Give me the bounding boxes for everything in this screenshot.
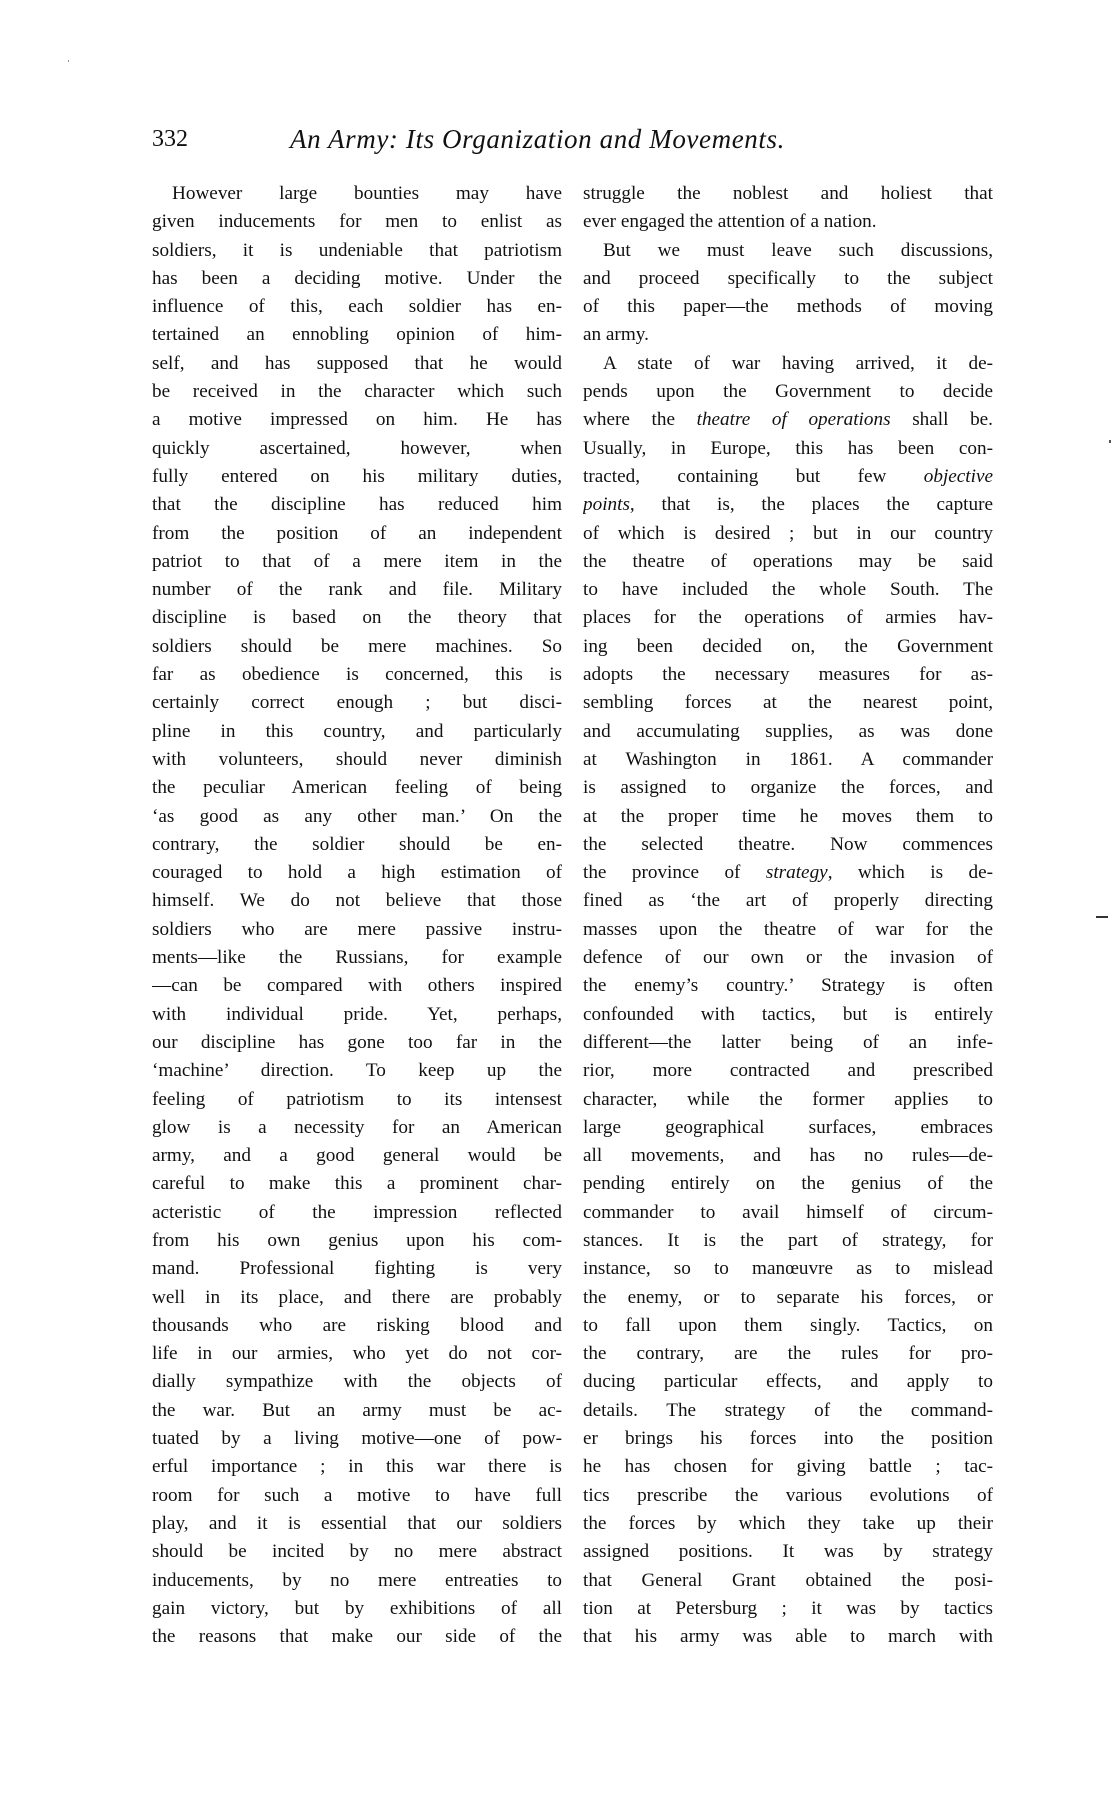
text-run: where the [583,409,697,431]
text-line: commander to avail himself of circum- [583,1201,993,1223]
text-line: a motive impressed on him. He has [152,409,562,431]
text-line: the contrary, are the rules for pro- [583,1343,993,1365]
text-line: fully entered on his military duties, [152,465,562,487]
text-line: with volunteers, should never diminish [152,748,562,770]
text-line: soldiers, it is undeniable that patriotism [152,239,562,261]
text-line: the enemy’s country.’ Strategy is often [583,975,993,997]
text-line: gain victory, but by exhibitions of all [152,1597,562,1619]
text-line: and proceed specifically to the subject [583,267,993,289]
text-line: the selected theatre. Now commences [583,833,993,855]
text-line: tuated by a living motive—one of pow- [152,1428,562,1450]
text-line: at the proper time he moves them to [583,805,993,827]
text-line: ‘as good as any other man.’ On the [152,805,562,827]
running-head [152,126,997,160]
text-line: with individual pride. Yet, perhaps, [152,1003,562,1025]
text-line: the reasons that make our side of the [152,1626,562,1648]
margin-mark [1096,916,1108,918]
text-line: contrary, the soldier should be en- [152,833,562,855]
text-line: of this paper—the methods of moving [583,296,993,318]
text-line: ing been decided on, the Government [583,635,993,657]
text-line: the peculiar American feeling of being [152,777,562,799]
text-line: patriot to that of a mere item in the [152,550,562,572]
scan-speck [1109,440,1111,443]
text-line: places for the operations of armies hav- [583,607,993,629]
text-line: ‘machine’ direction. To keep up the [152,1060,562,1082]
text-line: acteristic of the impression reflected [152,1201,562,1223]
text-line: play, and it is essential that our soldiers [152,1512,562,1534]
text-line: life in our armies, who yet do not cor- [152,1343,562,1365]
text-line: Usually, in Europe, this has been con- [583,437,993,459]
text-line: pends upon the Government to decide [583,381,993,403]
text-run: , that is, the places the capture [629,494,993,516]
text-line: ducing particular effects, and apply to [583,1371,993,1393]
text-line: influence of this, each soldier has en- [152,296,562,318]
italic-term: strategy [765,862,828,884]
text-line: assigned positions. It was by strategy [583,1541,993,1563]
text-line: our discipline has gone too far in the [152,1031,562,1053]
text-line: soldiers should be mere machines. So [152,635,562,657]
text-line: character, while the former applies to [583,1088,993,1110]
text-line: stances. It is the part of strategy, for [583,1229,993,1251]
text-line: couraged to hold a high estimation of [152,862,562,884]
text-line [583,463,993,491]
text-run: tracted, containing but few [583,465,924,487]
text-line: masses upon the theatre of war for the [583,918,993,940]
text-line: tertained an ennobling opinion of him- [152,324,562,346]
text-line: from his own genius upon his com- [152,1229,562,1251]
text-line: fined as ‘the art of properly directing [583,890,993,912]
text-line: should be incited by no mere abstract [152,1541,562,1563]
text-line: er brings his forces into the position [583,1428,993,1450]
text-line [583,491,993,519]
text-line: rior, more contracted and prescribed [583,1060,993,1082]
text-line: the enemy, or to separate his forces, or [583,1286,993,1308]
text-line: adopts the necessary measures for as- [583,664,993,686]
text-line: the forces by which they take up their [583,1512,993,1534]
text-line: inducements, by no mere entreaties to [152,1569,562,1591]
text-run: , which is de- [827,862,993,884]
text-run: the province of [583,862,766,884]
text-line: that his army was able to march with [583,1626,993,1648]
text-line: is assigned to organize the forces, and [583,777,993,799]
text-line: given inducements for men to enlist as [152,211,562,233]
text-line [583,406,993,434]
text-line: far as obedience is concerned, this is [152,664,562,686]
text-line: has been a deciding motive. Under the [152,267,562,289]
italic-term: theatre of operations [696,409,891,431]
scan-speck [68,60,69,62]
text-run: shall be. [890,409,993,431]
text-line: from the position of an independent [152,522,562,544]
text-line: sembling forces at the nearest point, [583,692,993,714]
text-line: self, and has supposed that he would [152,352,562,374]
text-line: careful to make this a prominent char- [152,1173,562,1195]
text-line: A state of war having arrived, it de- [603,352,993,374]
text-line: soldiers who are mere passive instru- [152,918,562,940]
text-line: the theatre of operations may be said [583,550,993,572]
text-line: himself. We do not believe that those [152,890,562,912]
text-line: discipline is based on the theory that [152,607,562,629]
text-line: dially sympathize with the objects of [152,1371,562,1393]
italic-term: objective [923,465,993,487]
text-line [583,859,993,887]
text-line: glow is a necessity for an American [152,1116,562,1138]
text-line: tics prescribe the various evolutions of [583,1484,993,1506]
text-line: and accumulating supplies, as was done [583,720,993,742]
text-line: pending entirely on the genius of the [583,1173,993,1195]
text-line: feeling of patriotism to its intensest [152,1088,562,1110]
text-line: number of the rank and file. Military [152,579,562,601]
text-line: that General Grant obtained the posi- [583,1569,993,1591]
text-line: instance, so to manœuvre as to mislead [583,1258,993,1280]
text-line: well in its place, and there are probably [152,1286,562,1308]
text-line: thousands who are risking blood and [152,1314,562,1336]
text-line: struggle the noblest and holiest that [583,183,993,204]
text-line: at Washington in 1861. A commander [583,748,993,770]
text-line: quickly ascertained, however, when [152,437,562,459]
text-line: ments—like the Russians, for example [152,947,562,969]
italic-term: points [583,494,630,516]
right-column [583,180,993,1651]
text-line: large geographical surfaces, embraces [583,1116,993,1138]
text-line: —can be compared with others inspired [152,975,562,997]
text-line: ever engaged the attention of a nation. [583,211,877,233]
text-line: tion at Petersburg ; it was by tactics [583,1597,993,1619]
text-line: erful importance ; in this war there is [152,1456,562,1478]
text-line: certainly correct enough ; but disci- [152,692,562,714]
running-title: An Army: Its Organization and Movements. [290,124,785,154]
text-line: confounded with tactics, but is entirely [583,1003,993,1025]
text-line: the war. But an army must be ac- [152,1399,562,1421]
page-number: 332 [152,126,188,152]
text-line: mand. Professional fighting is very [152,1258,562,1280]
text-line: all movements, and has no rules—de- [583,1145,993,1167]
text-line: of which is desired ; but in our country [583,522,993,544]
text-line: an army. [583,324,649,346]
text-line: details. The strategy of the command- [583,1399,993,1421]
text-line: to fall upon them singly. Tactics, on [583,1314,993,1336]
text-line: that the discipline has reduced him [152,494,562,516]
text-line: But we must leave such discussions, [603,239,993,261]
text-line: army, and a good general would be [152,1145,562,1167]
text-line: different—the latter being of an infe- [583,1031,993,1053]
text-line: to have included the whole South. The [583,579,993,601]
text-line: However large bounties may have [172,183,562,204]
text-line: pline in this country, and particularly [152,720,562,742]
text-line: room for such a motive to have full [152,1484,562,1506]
text-line: be received in the character which such [152,381,562,403]
text-line: he has chosen for giving battle ; tac- [583,1456,993,1478]
left-column [152,180,562,1651]
text-line: defence of our own or the invasion of [583,947,993,969]
